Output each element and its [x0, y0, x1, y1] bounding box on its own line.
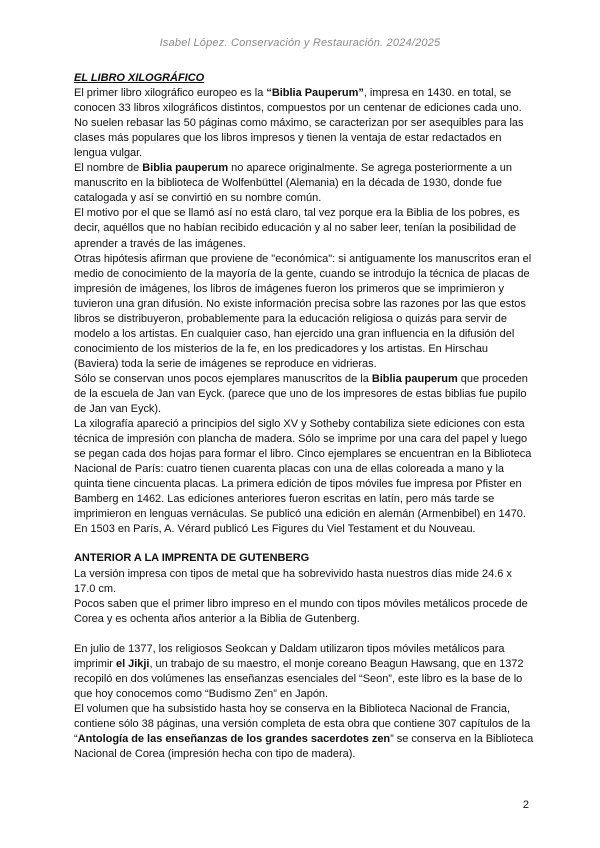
paragraph: Otras hipótesis afirman que proviene de "económica": si antiguamente los manuscritos eran el medio de conocimiento de la mayoría de la gente, cuando se introdujo la técnica de placas de impresión de imágenes, los libros de imágenes fueron los primeros que se imprimieron y tuvieron una gran difusión. No existe información precisa sobre las razones por las que estos libros se distribuyeron, probablemente para la educación religiosa o quizás para servir de modelo a los artistas. En cualquier caso, han ejercido una gran influencia en la difusión del conocimiento de los misterios de la fe, en los predicadores y los artistas. En Hirschau (Baviera) toda la serie de imágenes se reproduce en vidrieras.: [74, 252, 532, 370]
section-title-libro-xilografico: EL LIBRO XILOGRÁFICO: [74, 72, 205, 84]
running-header: Isabel López. Conservación y Restauración. 2024/2025: [159, 37, 441, 49]
document-body: [74, 71, 534, 762]
section-title-anterior-gutenberg: ANTERIOR A LA IMPRENTA DE GUTENBERG: [74, 552, 310, 565]
page-number: 2: [522, 799, 529, 811]
bold-term: el Jikji: [115, 657, 150, 670]
paragraph: El volumen que ha subsistido hasta hoy se conserva en la Biblioteca Nacional de Francia, contiene sólo 38 páginas, una versión completa de esta obra que contiene 307 capítulos de la “Antología de las enseñanzas de los grandes sacerdotes zen” se conserva en la Biblioteca Nacional de Corea (impresión hecha con tipo de madera).: [74, 702, 534, 761]
paragraph: El primer libro xilográfico europeo es la “Biblia Pauperum”, impresa en 1430. en total, se conocen 33 libros xilográficos distintos, compuestos por un centenar de ediciones cada uno. No suelen rebasar las 50 páginas como máximo, se caracterizan por ser asequibles para las clases más populares que los libros impresos y tienen la ventaja de estar redactados en lengua vulgar.: [74, 87, 524, 160]
bold-term: Antología de las enseñanzas de los grandes sacerdotes zen: [77, 732, 391, 745]
paragraph: La xilografía apareció a principios del siglo XV y Sotheby contabiliza siete ediciones con esta técnica de impresión con plancha de madera. Sólo se imprime por una cara del papel y luego se pegan cada dos hojas para formar el libro. Cinco ejemplares se encuentran en la Biblioteca Nacional de París: cuatro tienen cuarenta placas con una de ellas coloreada a mano y la quinta tiene cincuenta placas. La primera edición de tipos móviles fue impresa por Pfister en Bamberg en 1462. Las ediciones anteriores fueron escritas en latín, pero más tarde se imprimieron en lenguas vernáculas. Se publicó una edición en alemán (Armenbibel) en 1470. En 1503 en París, A. Vérard publicó Les Figures du Viel Testament et du Nouveau.: [74, 418, 532, 536]
bold-term: Biblia pauperum: [142, 162, 229, 175]
paragraph: Sólo se conservan unos pocos ejemplares manuscritos de la Biblia pauperum que proceden de la escuela de Jan van Eyck. (parece que uno de los impresores de estas biblias fue pupilo de Jan van Eyck).: [74, 372, 528, 416]
spacer: [74, 627, 534, 642]
spacer: [74, 537, 534, 551]
paragraph: En julio de 1377, los religiosos Seokcan y Daldam utilizaron tipos móviles metálicos para imprimir el Jikji, un trabajo de su maestro, el monje coreano Beagun Hawsang, que en 1372 recopiló en dos volúmenes las enseñanzas esenciales del “Seon”, este libro es la base de lo que hoy conocemos como “Budismo Zen” en Japón.: [74, 642, 524, 700]
paragraph: Pocos saben que el primer libro impreso en el mundo con tipos móviles metálicos procede de Corea y es ochenta años anterior a la Biblia de Gutenberg.: [74, 597, 528, 625]
bold-term: “Biblia Pauperum”: [266, 87, 364, 100]
paragraph: La versión impresa con tipos de metal que ha sobrevivido hasta nuestros días mide 24.6 x 17.0 cm.: [74, 567, 512, 595]
paragraph: El nombre de Biblia pauperum no aparece originalmente. Se agrega posteriormente a un manuscrito en la biblioteca de Wolfenbüttel (Alemania) en la década de 1930, donde fue catalogada y así se convirtió en su nombre común.: [74, 162, 512, 205]
paragraph: El motivo por el que se llamó así no está claro, tal vez porque era la Biblia de los pobres, es decir, aquéllos que no habían recibido educación y al no saber leer, tenían la posibilidad de aprender a través de las imágenes.: [74, 207, 520, 250]
bold-term: Biblia pauperum: [371, 372, 458, 385]
